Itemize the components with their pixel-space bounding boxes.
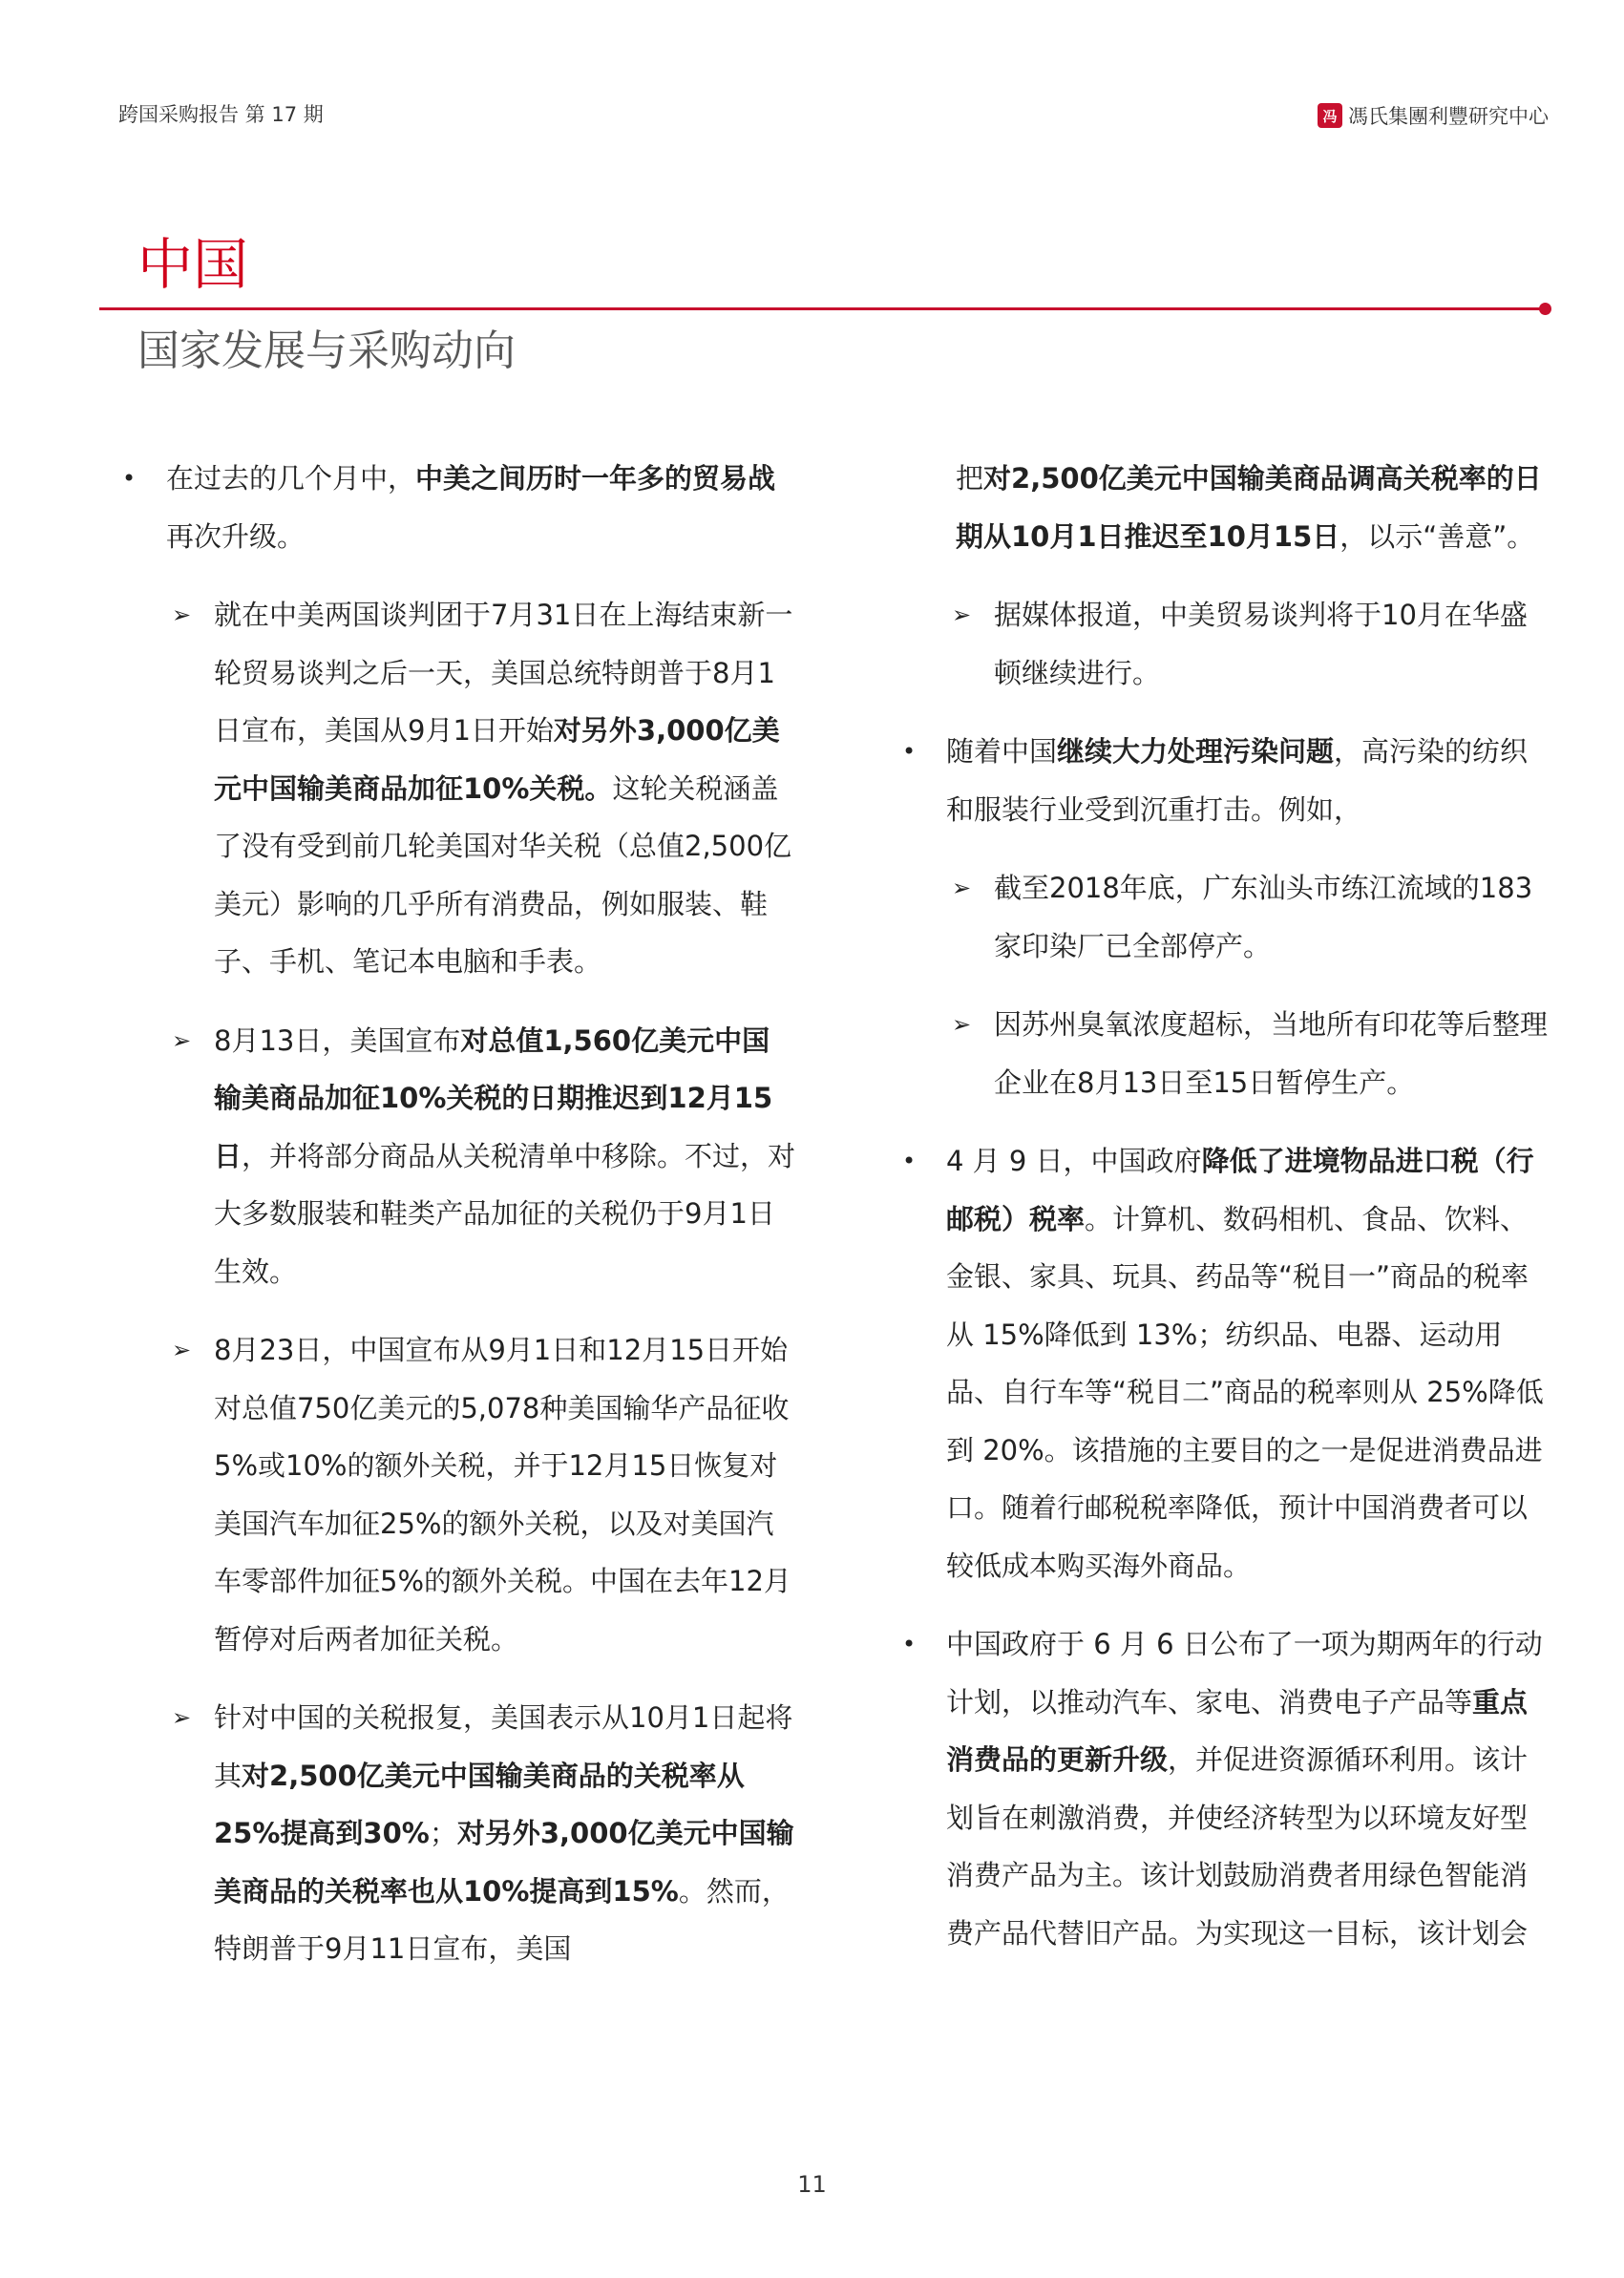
emphasis-text: 降低了进境物品进口税（行邮税）税率: [946, 1145, 1534, 1235]
arrow-marker-icon: ➢: [952, 1011, 972, 1038]
body-text: 据媒体报道，中美贸易谈判将于10月在华盛顿继续进行。: [994, 599, 1528, 689]
arrow-marker-icon: ➢: [952, 601, 972, 628]
emphasis-text: 对另外3,000亿美元中国输美商品的关税率也从10%提高到15%: [214, 1817, 794, 1908]
body-text: 就在中美两国谈判团于7月31日在上海结束新一轮贸易谈判之后一天，美国总统特朗普于8月1日宣布，美国从9月1日开始: [214, 599, 793, 747]
arrow-marker-icon: ➢: [172, 1704, 192, 1731]
section-subtitle: 国家发展与采购动向: [137, 327, 516, 375]
section-title: 中国: [137, 232, 249, 297]
sub-bullet-item: [118, 1012, 796, 1301]
divider-dot: [1539, 303, 1551, 315]
page-number: 11: [797, 2171, 827, 2198]
bullet-marker: •: [122, 465, 137, 492]
emphasis-text: 对总值1,560亿美元中国输美商品加征10%关税的日期推迟到12月15日: [214, 1023, 773, 1172]
body-text: 随着中国: [946, 735, 1058, 768]
arrow-marker-icon: ➢: [172, 601, 192, 628]
body-text: 把: [956, 462, 984, 495]
body-text: 4 月 9 日，中国政府: [946, 1145, 1202, 1177]
bullet-item: [898, 1615, 1548, 1962]
emphasis-text: 对另外3,000亿美元中国输美商品加征10%关税。: [214, 714, 780, 805]
sub-bullet-item: [118, 586, 796, 991]
title-divider: [99, 307, 1545, 310]
organization-name: 馮氏集團利豐研究中心: [1348, 105, 1549, 128]
header-organization: [1318, 101, 1549, 130]
report-issue-title: 跨国采购报告 第 17 期: [118, 103, 324, 126]
body-text: 在过去的几个月中，: [166, 462, 416, 495]
bullet-item: [118, 450, 796, 565]
body-text: 中国政府于 6 月 6 日公布了一项为期两年的行动计划，以推动汽车、家电、消费电子产品等: [946, 1628, 1543, 1719]
arrow-marker-icon: ➢: [952, 875, 972, 901]
body-text: ，并促进资源循环利用。该计划旨在刺激消费，并使经济转型为以环境友好型消费产品为主。该计划鼓励消费者用绿色智能消费产品代替旧产品。为实现这一目标，该计划会: [946, 1743, 1529, 1950]
body-text: 。计算机、数码相机、食品、饮料、金银、家具、玩具、药品等“税目一”商品的税率从 15%降低到 13%；纺织品、电器、运动用品、自行车等“税目二”商品的税率则从 25%降低到 20%。该措施的主要目的之一是促进消费品进口。随着行邮税税率降低，预计中国消费者可以较低成本购买海外商品。: [946, 1202, 1544, 1582]
body-text: 因苏州臭氧浓度超标，当地所有印花等后整理企业在8月13日至15日暂停生产。: [994, 1008, 1549, 1099]
left-column: [118, 450, 796, 1999]
body-text: 8月23日，中国宣布从9月1日和12月15日开始对总值750亿美元的5,078种美国输华产品征收5%或10%的额外关税，并于12月15日恢复对美国汽车加征25%的额外关税，以及对美国汽车零部件加征5%的额外关税。中国在去年12月暂停对后两者加征关税。: [214, 1334, 791, 1656]
arrow-marker-icon: ➢: [172, 1026, 192, 1054]
emphasis-text: 对2,500亿美元中国输美商品调高关税率的日期从10月1日推迟至10月15日: [956, 462, 1542, 553]
body-text: 截至2018年底，广东汕头市练江流域的183家印染厂已全部停产。: [994, 872, 1533, 962]
emphasis-text: 中美之间历时一年多的贸易战: [415, 462, 776, 495]
bullet-marker: •: [902, 1631, 917, 1657]
bullet-marker: •: [902, 1148, 917, 1174]
body-text: ，并将部分商品从关税清单中移除。不过，对大多数服装和鞋类产品加征的关税仍于9月1日生效。: [214, 1139, 796, 1288]
fung-logo-icon: 冯: [1318, 103, 1342, 128]
bullet-item: [898, 1132, 1548, 1594]
body-text: ，高污染的纺织和服装行业受到沉重打击。例如，: [946, 735, 1529, 826]
body-text: 再次升级。: [166, 519, 306, 553]
sub-bullet-item: [898, 586, 1548, 702]
emphasis-text: 继续大力处理污染问题: [1057, 735, 1335, 768]
body-text: 。然而，特朗普于9月11日宣布，美国: [214, 1874, 790, 1965]
bullet-item: [898, 723, 1548, 838]
emphasis-text: 重点消费品的更新升级: [946, 1685, 1529, 1776]
body-text: ；: [429, 1817, 457, 1849]
emphasis-text: 对2,500亿美元中国输美商品的关税率从25%提高到30%: [214, 1759, 745, 1849]
bullet-marker: •: [902, 738, 917, 765]
arrow-marker-icon: ➢: [172, 1337, 192, 1363]
body-text: 8月13日，美国宣布: [214, 1023, 461, 1057]
body-text: ，以示“善意”。: [1339, 519, 1535, 553]
sub-bullet-item: [118, 1321, 796, 1668]
sub-bullet-item: [898, 859, 1548, 975]
body-text: 针对中国的关税报复，美国表示从10月1日起将其: [214, 1701, 793, 1792]
body-text: 这轮关税涵盖了没有受到前几轮美国对华关税（总值2,500亿美元）影响的几乎所有消费品，例如服装、鞋子、手机、笔记本电脑和手表。: [214, 771, 792, 978]
sub-bullet-item: [898, 996, 1548, 1111]
sub-bullet-item: [898, 450, 1548, 565]
right-column: [898, 450, 1548, 1983]
sub-bullet-item: [118, 1689, 796, 1978]
